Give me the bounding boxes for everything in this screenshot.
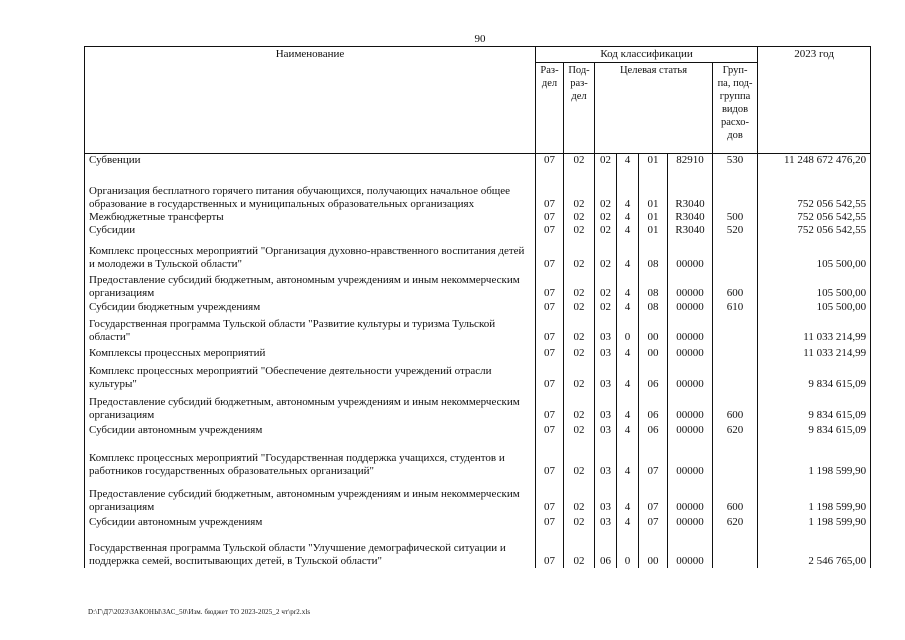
row-section: 07 [536,271,564,300]
row-target-2: 4 [617,360,639,391]
row-target-4: R3040 [668,224,713,237]
row-target-2: 4 [617,167,639,211]
row-target-3: 08 [639,300,668,314]
header-section: Раз- дел [536,63,564,154]
row-subsection: 02 [564,237,595,271]
row-amount: 1 198 599,90 [758,478,871,514]
row-name: Субвенции [85,154,536,168]
header-target-article: Целевая статья [595,63,713,154]
file-path: D:\Г\Д7\2023\ЗАКОНЫ\ЗАС_50\Изм. бюджет ТО 2023-2025_2 чт\pr2.xls [88,608,311,616]
row-target-3: 06 [639,422,668,437]
row-expense-group: 530 [713,154,758,168]
row-subsection: 02 [564,360,595,391]
header-name: Наименование [85,47,536,154]
row-target-3: 07 [639,478,668,514]
header-subsection: Под- раз- дел [564,63,595,154]
row-target-3: 01 [639,154,668,168]
header-classification: Код классификации [536,47,758,63]
table-row [85,478,871,514]
row-target-1: 03 [595,360,617,391]
row-section: 07 [536,478,564,514]
row-amount: 9 834 615,09 [758,422,871,437]
header-year: 2023 год [758,47,871,154]
row-subsection: 02 [564,478,595,514]
row-target-1: 02 [595,211,617,224]
row-subsection: 02 [564,391,595,422]
table-row [85,167,871,211]
row-target-1: 02 [595,271,617,300]
table-row [85,514,871,529]
row-name: Субсидии автономным учреждениям [85,514,536,529]
row-target-3: 00 [639,344,668,360]
row-target-4: 00000 [668,271,713,300]
row-section: 07 [536,514,564,529]
table-row [85,391,871,422]
row-target-2: 0 [617,529,639,568]
row-target-4: 82910 [668,154,713,168]
table-row [85,237,871,271]
row-target-2: 4 [617,437,639,478]
row-amount: 1 198 599,90 [758,437,871,478]
row-subsection: 02 [564,271,595,300]
table-row [85,422,871,437]
row-target-1: 06 [595,529,617,568]
row-target-2: 4 [617,478,639,514]
row-subsection: 02 [564,514,595,529]
row-target-1: 03 [595,422,617,437]
row-expense-group [713,237,758,271]
row-target-3: 07 [639,514,668,529]
row-subsection: 02 [564,437,595,478]
page-number: 90 [474,33,486,45]
row-subsection: 02 [564,154,595,168]
table-row [85,360,871,391]
row-target-4: R3040 [668,167,713,211]
row-target-3: 06 [639,391,668,422]
row-target-4: 00000 [668,529,713,568]
row-section: 07 [536,300,564,314]
row-target-4: 00000 [668,437,713,478]
row-section: 07 [536,344,564,360]
row-target-3: 00 [639,529,668,568]
row-amount: 105 500,00 [758,271,871,300]
row-name: Субсидии бюджетным учреждениям [85,300,536,314]
row-expense-group: 610 [713,300,758,314]
row-target-3: 00 [639,314,668,344]
row-expense-group: 600 [713,391,758,422]
row-target-3: 08 [639,271,668,300]
row-target-3: 01 [639,211,668,224]
row-subsection: 02 [564,344,595,360]
row-target-2: 4 [617,344,639,360]
table-row [85,529,871,568]
row-name: Комплексы процессных мероприятий [85,344,536,360]
row-target-3: 07 [639,437,668,478]
row-target-4: 00000 [668,314,713,344]
table-row [85,224,871,237]
row-section: 07 [536,167,564,211]
row-target-4: 00000 [668,300,713,314]
row-amount: 752 056 542,55 [758,211,871,224]
row-target-1: 02 [595,154,617,168]
row-target-1: 03 [595,437,617,478]
row-target-2: 4 [617,422,639,437]
row-expense-group [713,360,758,391]
row-target-1: 02 [595,237,617,271]
row-target-1: 03 [595,391,617,422]
row-target-1: 03 [595,344,617,360]
row-section: 07 [536,211,564,224]
row-target-1: 02 [595,167,617,211]
table-row [85,344,871,360]
row-target-4: 00000 [668,514,713,529]
row-amount: 11 033 214,99 [758,344,871,360]
row-target-2: 4 [617,154,639,168]
row-section: 07 [536,154,564,168]
row-name: Предоставление субсидий бюджетным, автономным учреждениям и иным некоммерческим организациям [85,271,536,300]
row-subsection: 02 [564,314,595,344]
row-expense-group: 600 [713,478,758,514]
row-amount: 9 834 615,09 [758,391,871,422]
row-section: 07 [536,529,564,568]
row-expense-group [713,529,758,568]
row-expense-group [713,437,758,478]
row-target-1: 02 [595,224,617,237]
row-subsection: 02 [564,211,595,224]
table-header [85,47,871,154]
table-row [85,300,871,314]
table-body [85,154,871,569]
table-row [85,271,871,300]
header-expense-group: Груп- па, под- группа видов расхо- дов [713,63,758,154]
row-section: 07 [536,422,564,437]
row-subsection: 02 [564,167,595,211]
row-name: Комплекс процессных мероприятий "Организация духовно-нравственного воспитания детей и молодежи в Тульской области" [85,237,536,271]
row-name: Межбюджетные трансферты [85,211,536,224]
row-target-4: 00000 [668,422,713,437]
row-target-3: 01 [639,167,668,211]
row-section: 07 [536,360,564,391]
table-row [85,314,871,344]
row-target-4: 00000 [668,391,713,422]
row-target-4: R3040 [668,211,713,224]
row-target-4: 00000 [668,237,713,271]
row-amount: 105 500,00 [758,300,871,314]
row-expense-group: 500 [713,211,758,224]
row-name: Организация бесплатного горячего питания обучающихся, получающих начальное общее образование в государственных и муниципальных образовательных организациях [85,167,536,211]
row-target-2: 4 [617,211,639,224]
row-name: Субсидии [85,224,536,237]
row-target-1: 02 [595,300,617,314]
row-target-2: 4 [617,391,639,422]
row-target-1: 03 [595,514,617,529]
row-name: Государственная программа Тульской области "Развитие культуры и туризма Тульской области" [85,314,536,344]
row-target-4: 00000 [668,478,713,514]
row-expense-group: 620 [713,514,758,529]
row-target-2: 4 [617,300,639,314]
row-section: 07 [536,224,564,237]
row-subsection: 02 [564,300,595,314]
row-target-2: 4 [617,237,639,271]
row-expense-group [713,167,758,211]
row-section: 07 [536,237,564,271]
row-target-4: 00000 [668,360,713,391]
row-target-1: 03 [595,478,617,514]
row-amount: 11 033 214,99 [758,314,871,344]
row-subsection: 02 [564,224,595,237]
row-amount: 752 056 542,55 [758,224,871,237]
row-subsection: 02 [564,529,595,568]
row-target-2: 4 [617,514,639,529]
budget-table [84,46,871,568]
row-name: Государственная программа Тульской области "Улучшение демографической ситуации и поддержка семей, воспитывающих детей, в Тульской области" [85,529,536,568]
row-target-1: 03 [595,314,617,344]
row-expense-group: 620 [713,422,758,437]
row-expense-group [713,314,758,344]
row-name: Предоставление субсидий бюджетным, автономным учреждениям и иным некоммерческим организациям [85,478,536,514]
row-amount: 9 834 615,09 [758,360,871,391]
row-expense-group: 600 [713,271,758,300]
row-target-2: 0 [617,314,639,344]
row-amount: 2 546 765,00 [758,529,871,568]
table-row [85,211,871,224]
row-target-4: 00000 [668,344,713,360]
row-expense-group [713,344,758,360]
row-section: 07 [536,314,564,344]
row-name: Субсидии автономным учреждениям [85,422,536,437]
row-section: 07 [536,437,564,478]
row-name: Предоставление субсидий бюджетным, автономным учреждениям и иным некоммерческим организациям [85,391,536,422]
row-section: 07 [536,391,564,422]
row-target-3: 08 [639,237,668,271]
row-subsection: 02 [564,422,595,437]
table-row [85,437,871,478]
row-amount: 1 198 599,90 [758,514,871,529]
row-name: Комплекс процессных мероприятий "Обеспечение деятельности учреждений отрасли культуры" [85,360,536,391]
row-target-3: 01 [639,224,668,237]
row-expense-group: 520 [713,224,758,237]
row-target-3: 06 [639,360,668,391]
row-amount: 11 248 672 476,20 [758,154,871,168]
row-name: Комплекс процессных мероприятий "Государственная поддержка учащихся, студентов и работников государственных образовательных организаций" [85,437,536,478]
row-target-2: 4 [617,271,639,300]
row-amount: 105 500,00 [758,237,871,271]
row-amount: 752 056 542,55 [758,167,871,211]
row-target-2: 4 [617,224,639,237]
table-row [85,154,871,168]
